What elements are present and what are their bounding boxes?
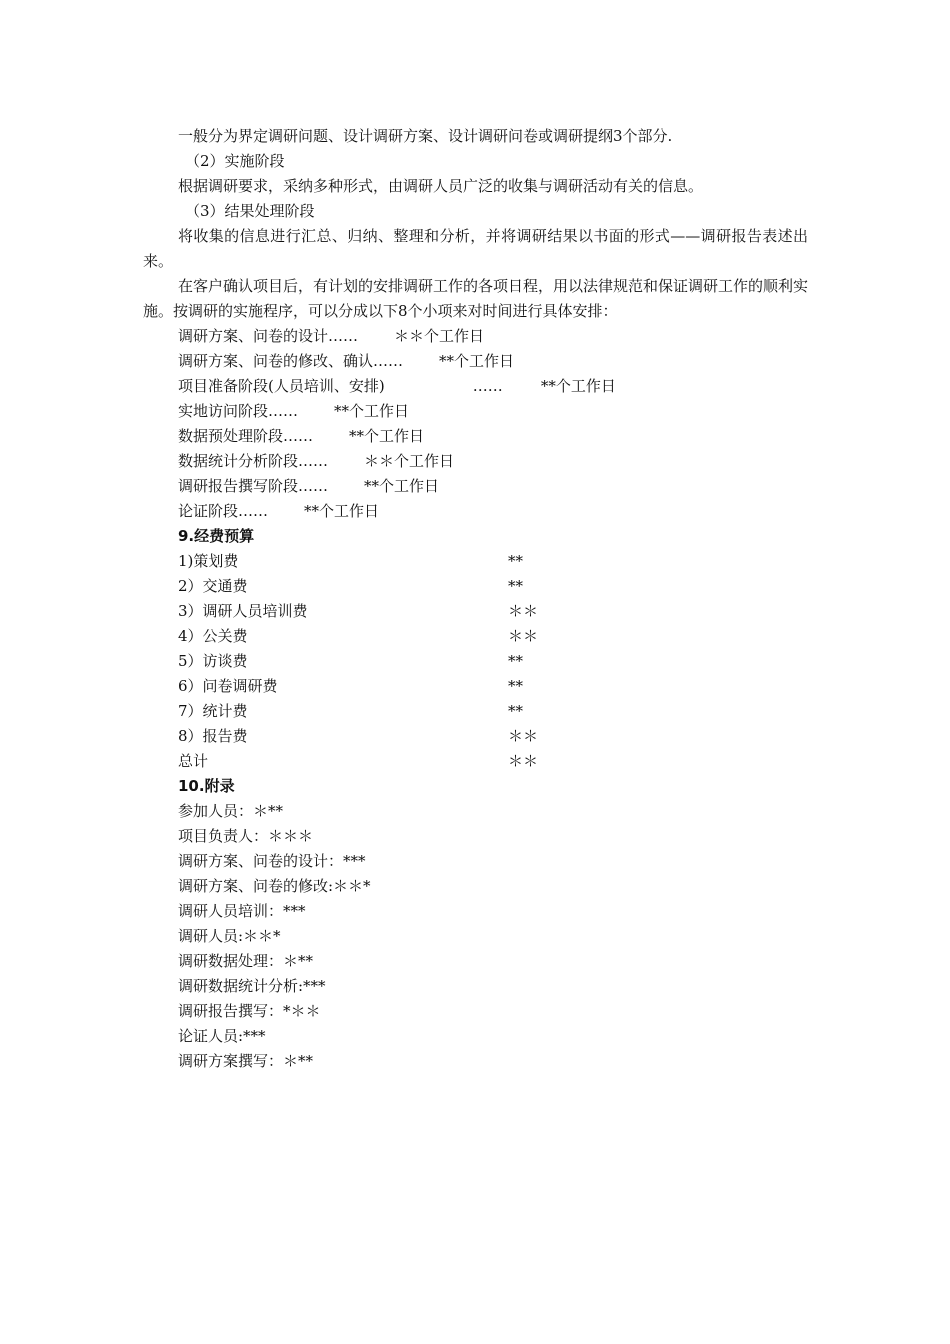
budget-item-label: 5）访谈费 (178, 652, 248, 670)
intro-line: 一般分为界定调研问题、设计调研方案、设计调研问卷或调研提纲3个部分. (178, 127, 673, 145)
schedule-item-label: 数据预处理阶段…… (178, 427, 314, 445)
schedule-item (143, 499, 808, 524)
schedule-item-value: …… **个工作日 (472, 377, 616, 395)
schedule-item (143, 374, 808, 399)
schedule-item (143, 324, 808, 349)
stage2-text: 根据调研要求，采纳多种形式，由调研人员广泛的收集与调研活动有关的信息。 (178, 177, 704, 195)
budget-item-value: ** (508, 702, 523, 720)
budget-item-value: ** (508, 652, 523, 670)
budget-item-label: 1)策划费 (178, 552, 239, 570)
schedule-item (143, 349, 808, 374)
budget-total-label: 总计 (178, 752, 209, 770)
appendix-item: 项目负责人：＊＊＊ (178, 827, 314, 845)
stage3-text: 将收集的信息进行汇总、归纳、整理和分析，并将调研结果以书面的形式——调研报告表述出来。 (143, 227, 808, 270)
budget-list (143, 549, 808, 774)
appendix-item: 调研方案、问卷的修改:＊＊* (178, 877, 371, 895)
appendix-item: 调研报告撰写：*＊＊ (178, 1002, 321, 1020)
appendix-item: 参加人员：＊** (178, 802, 284, 820)
schedule-item-value: **个工作日 (364, 477, 440, 495)
budget-heading: 9.经费预算 (178, 527, 255, 545)
budget-item (143, 649, 808, 674)
schedule-item-value: **个工作日 (439, 352, 515, 370)
budget-item-label: 6）问卷调研费 (178, 677, 278, 695)
appendix-item: 调研方案、问卷的设计：*** (178, 852, 366, 870)
schedule-item-label: 论证阶段…… (178, 502, 269, 520)
schedule-item-value: ＊＊个工作日 (394, 327, 485, 345)
budget-item-label: 3）调研人员培训费 (178, 602, 308, 620)
budget-item-value: ** (508, 677, 523, 695)
schedule-item-label: 数据统计分析阶段…… (178, 452, 329, 470)
budget-item-value: ＊＊ (508, 627, 539, 645)
budget-item-label: 2）交通费 (178, 577, 248, 595)
schedule-item (143, 424, 808, 449)
schedule-item-label: 实地访问阶段…… (178, 402, 299, 420)
schedule-item (143, 474, 808, 499)
schedule-item-value: **个工作日 (304, 502, 380, 520)
appendix-item: 论证人员:*** (178, 1027, 266, 1045)
budget-item-label: 8）报告费 (178, 727, 248, 745)
budget-item-label: 4）公关费 (178, 627, 248, 645)
appendix-item: 调研人员:＊＊* (178, 927, 281, 945)
budget-item (143, 599, 808, 624)
budget-item-value: ** (508, 552, 523, 570)
schedule-item (143, 399, 808, 424)
budget-total (143, 749, 808, 774)
budget-item-value: ＊＊ (508, 727, 539, 745)
schedule-item-label: 调研方案、问卷的修改、确认…… (178, 352, 404, 370)
appendix-list (143, 799, 808, 1074)
stage2-title: （2）实施阶段 (185, 152, 285, 170)
appendix-item: 调研方案撰写：＊** (178, 1052, 314, 1070)
budget-item-value: ** (508, 577, 523, 595)
appendix-heading: 10.附录 (178, 777, 235, 795)
budget-item-value: ＊＊ (508, 602, 539, 620)
budget-total-value: ＊＊ (508, 752, 539, 770)
schedule-item-value: ＊＊个工作日 (364, 452, 455, 470)
appendix-item: 调研数据统计分析:*** (178, 977, 326, 995)
budget-item-label: 7）统计费 (178, 702, 248, 720)
budget-item (143, 624, 808, 649)
schedule-item-label: 调研方案、问卷的设计…… (178, 327, 359, 345)
budget-item (143, 574, 808, 599)
budget-item (143, 549, 808, 574)
appendix-item: 调研数据处理：＊** (178, 952, 314, 970)
schedule-list (143, 324, 808, 524)
schedule-item-label: 调研报告撰写阶段…… (178, 477, 329, 495)
document-body (143, 124, 808, 1074)
appendix-item: 调研人员培训：*** (178, 902, 306, 920)
schedule-item-value: **个工作日 (334, 402, 410, 420)
schedule-item-value: **个工作日 (349, 427, 425, 445)
schedule-item-label: 项目准备阶段(人员培训、安排) (178, 377, 385, 395)
stage3-title: （3）结果处理阶段 (185, 202, 315, 220)
schedule-item (143, 449, 808, 474)
schedule-intro: 在客户确认项目后，有计划的安排调研工作的各项日程，用以法律规范和保证调研工作的顺利实施。按调研的实施程序，可以分成以下8个小项来对时间进行具体安排： (143, 277, 809, 320)
budget-item (143, 724, 808, 749)
budget-item (143, 699, 808, 724)
budget-item (143, 674, 808, 699)
